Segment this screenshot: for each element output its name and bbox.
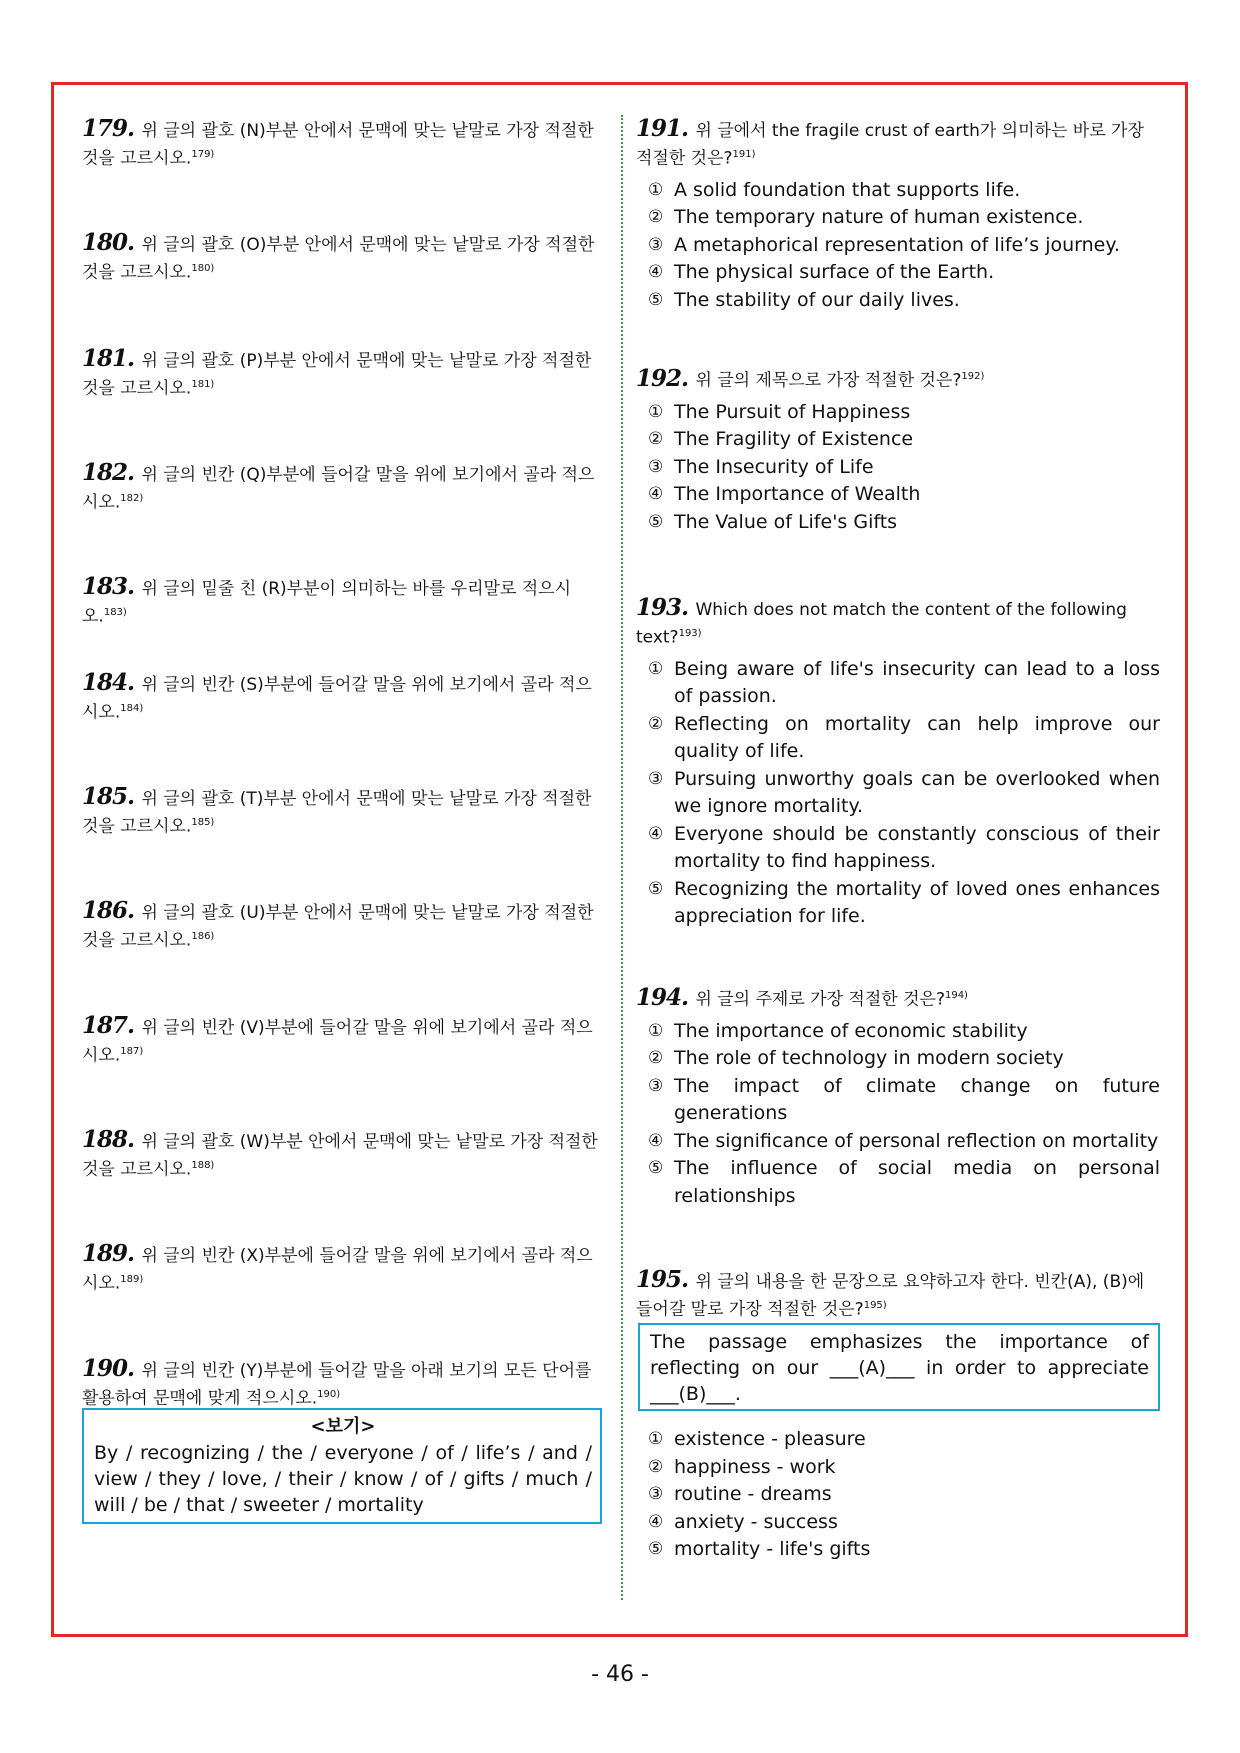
column-divider (621, 115, 623, 1600)
question-text: 위 글의 내용을 한 문장으로 요약하고자 한다. 빈칸(A), (B)에 들어갈 말로 가장 적절한 것은? (636, 1272, 1145, 1320)
option-4[interactable] (636, 259, 1160, 287)
question-text: 위 글의 괄호 (T)부분 안에서 문맥에 맞는 낱말로 가장 적절한 것을 고르시오. (82, 789, 592, 837)
question-text: Which does not match the content of the following text? (636, 600, 1127, 648)
option-4[interactable] (636, 481, 1160, 509)
question-text: 위 글의 괄호 (P)부분 안에서 문맥에 맞는 낱말로 가장 적절한 것을 고르시오. (82, 351, 592, 399)
option-marker: ⑤ (648, 878, 664, 899)
option-4[interactable] (636, 1128, 1160, 1156)
option-marker: ④ (648, 484, 664, 505)
footnote-ref: 188) (191, 1160, 215, 1171)
footnote-ref: 194) (944, 990, 968, 1001)
option-marker: ① (648, 179, 664, 200)
question-number: 193. (636, 594, 689, 621)
option-text: The role of technology in modern society (674, 1047, 1064, 1070)
option-text: The Pursuit of Happiness (674, 400, 911, 423)
answer-options (636, 1426, 1160, 1564)
footnote-ref: 187) (120, 1046, 144, 1057)
option-marker: ① (648, 401, 664, 422)
option-5[interactable] (636, 1155, 1160, 1210)
footnote-ref: 191) (732, 149, 756, 160)
question-number: 184. (82, 669, 135, 696)
question-text: 위 글의 괄호 (O)부분 안에서 문맥에 맞는 낱말로 가장 적절한 것을 고르시오. (82, 235, 595, 283)
footnote-ref: 189) (120, 1274, 144, 1285)
option-text: Reflecting on mortality can help improve our quality of life. (674, 712, 1160, 763)
option-5[interactable] (636, 287, 1160, 315)
question-192 (636, 365, 1160, 536)
option-marker: ⑤ (648, 289, 664, 310)
option-text: A solid foundation that supports life. (674, 178, 1021, 201)
footnote-ref: 180) (191, 263, 215, 274)
option-text: The Insecurity of Life (674, 455, 874, 478)
option-text: The stability of our daily lives. (674, 288, 960, 311)
footnote-ref: 183) (103, 607, 127, 618)
option-marker: ② (648, 1048, 664, 1069)
option-marker: ① (648, 1429, 664, 1449)
option-marker: ④ (648, 1511, 664, 1532)
question-190 (82, 1357, 602, 1411)
question-number: 183. (82, 573, 135, 600)
option-text: The temporary nature of human existence. (674, 206, 1084, 229)
page-number: - 46 - (591, 1662, 649, 1687)
option-text: The impact of climate change on future generations (674, 1074, 1160, 1125)
answer-options (636, 399, 1160, 537)
option-marker: ③ (648, 1075, 664, 1096)
option-text: routine - dreams (674, 1483, 832, 1505)
question-184 (82, 671, 602, 725)
option-5[interactable] (636, 876, 1160, 931)
summary-box (638, 1323, 1160, 1411)
option-marker: ⑤ (648, 1539, 664, 1559)
option-text: Recognizing the mortality of loved ones enhances appreciation for life. (674, 877, 1160, 928)
option-text: Being aware of life's insecurity can lead to a loss of passion. (674, 657, 1160, 708)
question-number: 187. (82, 1012, 135, 1039)
question-185 (82, 785, 602, 839)
option-2[interactable] (636, 426, 1160, 454)
question-number: 180. (82, 229, 135, 256)
question-text: 위 글의 빈칸 (X)부분에 들어갈 말을 위에 보기에서 골라 적으시오. (82, 1246, 593, 1294)
option-text: happiness - work (674, 1455, 836, 1478)
option-text: A metaphorical representation of life’s journey. (674, 233, 1120, 256)
option-marker: ③ (648, 456, 664, 477)
option-text: existence - pleasure (674, 1428, 866, 1450)
footnote-ref: 185) (191, 817, 215, 828)
question-number: 195. (636, 1266, 689, 1293)
question-text: 위 글의 괄호 (N)부분 안에서 문맥에 맞는 낱말로 가장 적절한 것을 고르시오. (82, 121, 594, 169)
footnote-ref: 192) (961, 371, 985, 382)
option-text: anxiety - success (674, 1510, 838, 1533)
option-marker: ③ (648, 768, 664, 789)
option-marker: ② (648, 713, 664, 734)
option-marker: ④ (648, 823, 664, 844)
question-191 (636, 117, 1160, 314)
question-187 (82, 1014, 602, 1068)
question-188 (82, 1128, 602, 1182)
question-189 (82, 1242, 602, 1296)
answer-options (636, 1018, 1160, 1211)
footnote-ref: 184) (120, 703, 144, 714)
question-text: 위 글의 밑줄 친 (R)부분이 의미하는 바를 우리말로 적으시오. (82, 579, 572, 627)
question-text: 위 글의 빈칸 (Q)부분에 들어갈 말을 위에 보기에서 골라 적으시오. (82, 465, 595, 513)
option-2[interactable] (636, 1045, 1160, 1073)
question-195 (636, 1268, 1160, 1322)
answer-options (636, 177, 1160, 315)
option-2[interactable] (636, 711, 1160, 766)
option-marker: ③ (648, 1484, 664, 1504)
option-3[interactable] (636, 766, 1160, 821)
question-number: 190. (82, 1355, 135, 1382)
word-bank-title: <보기> (310, 1416, 376, 1437)
option-text: The Fragility of Existence (674, 428, 914, 451)
question-195-options (636, 1420, 1160, 1564)
question-180 (82, 231, 602, 285)
footnote-ref: 195) (863, 1300, 887, 1311)
question-number: 186. (82, 897, 135, 924)
question-text: 위 글의 제목으로 가장 적절한 것은? (695, 370, 962, 391)
question-number: 181. (82, 345, 135, 372)
option-text: Pursuing unworthy goals can be overlooked when we ignore mortality. (674, 767, 1160, 818)
question-186 (82, 899, 602, 953)
question-text: 위 글의 주제로 가장 적절한 것은? (695, 989, 945, 1010)
question-text: 위 글에서 the fragile crust of earth가 의미하는 바로 가장 적절한 것은? (636, 121, 1144, 169)
footnote-ref: 181) (191, 379, 215, 390)
question-179 (82, 117, 602, 171)
option-text: The importance of economic stability (674, 1019, 1028, 1042)
option-text: The significance of personal reflection on mortality (674, 1129, 1159, 1152)
option-marker: ⑤ (648, 1158, 664, 1179)
option-2[interactable] (636, 1454, 1160, 1482)
word-bank-box (82, 1408, 602, 1524)
question-193 (636, 596, 1160, 931)
question-number: 179. (82, 115, 135, 142)
question-183 (82, 575, 602, 629)
option-marker: ② (648, 1456, 664, 1477)
option-4[interactable] (636, 1509, 1160, 1537)
option-marker: ① (648, 658, 664, 679)
option-1[interactable] (636, 1426, 1160, 1454)
option-marker: ② (648, 207, 664, 228)
footnote-ref: 190) (317, 1389, 341, 1400)
option-3[interactable] (636, 454, 1160, 482)
question-194 (636, 984, 1160, 1210)
option-text: Everyone should be constantly conscious of their mortality to find happiness. (674, 822, 1160, 873)
option-5[interactable] (636, 1536, 1160, 1564)
option-1[interactable] (636, 399, 1160, 427)
option-text: The influence of social media on personal relationships (674, 1157, 1160, 1207)
footnote-ref: 186) (191, 931, 215, 942)
question-text: 위 글의 빈칸 (Y)부분에 들어갈 말을 아래 보기의 모든 단어를 활용하여 문맥에 맞게 적으시오. (82, 1361, 592, 1409)
option-marker: ⑤ (648, 511, 664, 532)
option-3[interactable] (636, 232, 1160, 260)
question-number: 192. (636, 364, 689, 392)
option-2[interactable] (636, 204, 1160, 232)
question-number: 182. (82, 459, 135, 486)
summary-text: The passage emphasizes the importance of reflecting on our ___(A)___ in order to appreciate ___(B)___. (650, 1331, 1149, 1405)
option-4[interactable] (636, 821, 1160, 876)
option-marker: ② (648, 429, 664, 450)
question-text: 위 글의 빈칸 (S)부분에 들어갈 말을 위에 보기에서 골라 적으시오. (82, 675, 592, 723)
option-5[interactable] (636, 509, 1160, 537)
option-marker: ④ (648, 262, 664, 283)
question-text: 위 글의 빈칸 (V)부분에 들어갈 말을 위에 보기에서 골라 적으시오. (82, 1018, 593, 1066)
answer-options (636, 656, 1160, 931)
question-181 (82, 347, 602, 401)
question-182 (82, 461, 602, 515)
option-1[interactable] (636, 177, 1160, 205)
option-3[interactable] (636, 1073, 1160, 1128)
option-text: mortality - life's gifts (674, 1538, 871, 1560)
option-3[interactable] (636, 1481, 1160, 1509)
question-text: 위 글의 괄호 (U)부분 안에서 문맥에 맞는 낱말로 가장 적절한 것을 고르시오. (82, 903, 594, 951)
question-number: 191. (636, 115, 689, 142)
word-bank-text: By / recognizing / the / everyone / of / life’s / and / view / they / love, / their / know / of / gifts / much / will / be / that / sweeter / mortality (94, 1442, 592, 1516)
footnote-ref: 182) (120, 493, 144, 504)
option-text: The physical surface of the Earth. (674, 261, 995, 284)
footnote-ref: 193) (678, 628, 702, 639)
option-text: The Importance of Wealth (674, 483, 921, 506)
option-marker: ① (648, 1020, 664, 1041)
option-1[interactable] (636, 656, 1160, 711)
option-marker: ④ (648, 1130, 664, 1151)
option-text: The Value of Life's Gifts (674, 510, 898, 533)
option-marker: ③ (648, 234, 664, 255)
question-text: 위 글의 괄호 (W)부분 안에서 문맥에 맞는 낱말로 가장 적절한 것을 고르시오. (82, 1132, 598, 1180)
question-number: 189. (82, 1240, 135, 1267)
question-number: 188. (82, 1126, 135, 1153)
footnote-ref: 179) (191, 149, 215, 160)
question-number: 194. (636, 983, 689, 1011)
question-number: 185. (82, 783, 135, 810)
option-1[interactable] (636, 1018, 1160, 1046)
